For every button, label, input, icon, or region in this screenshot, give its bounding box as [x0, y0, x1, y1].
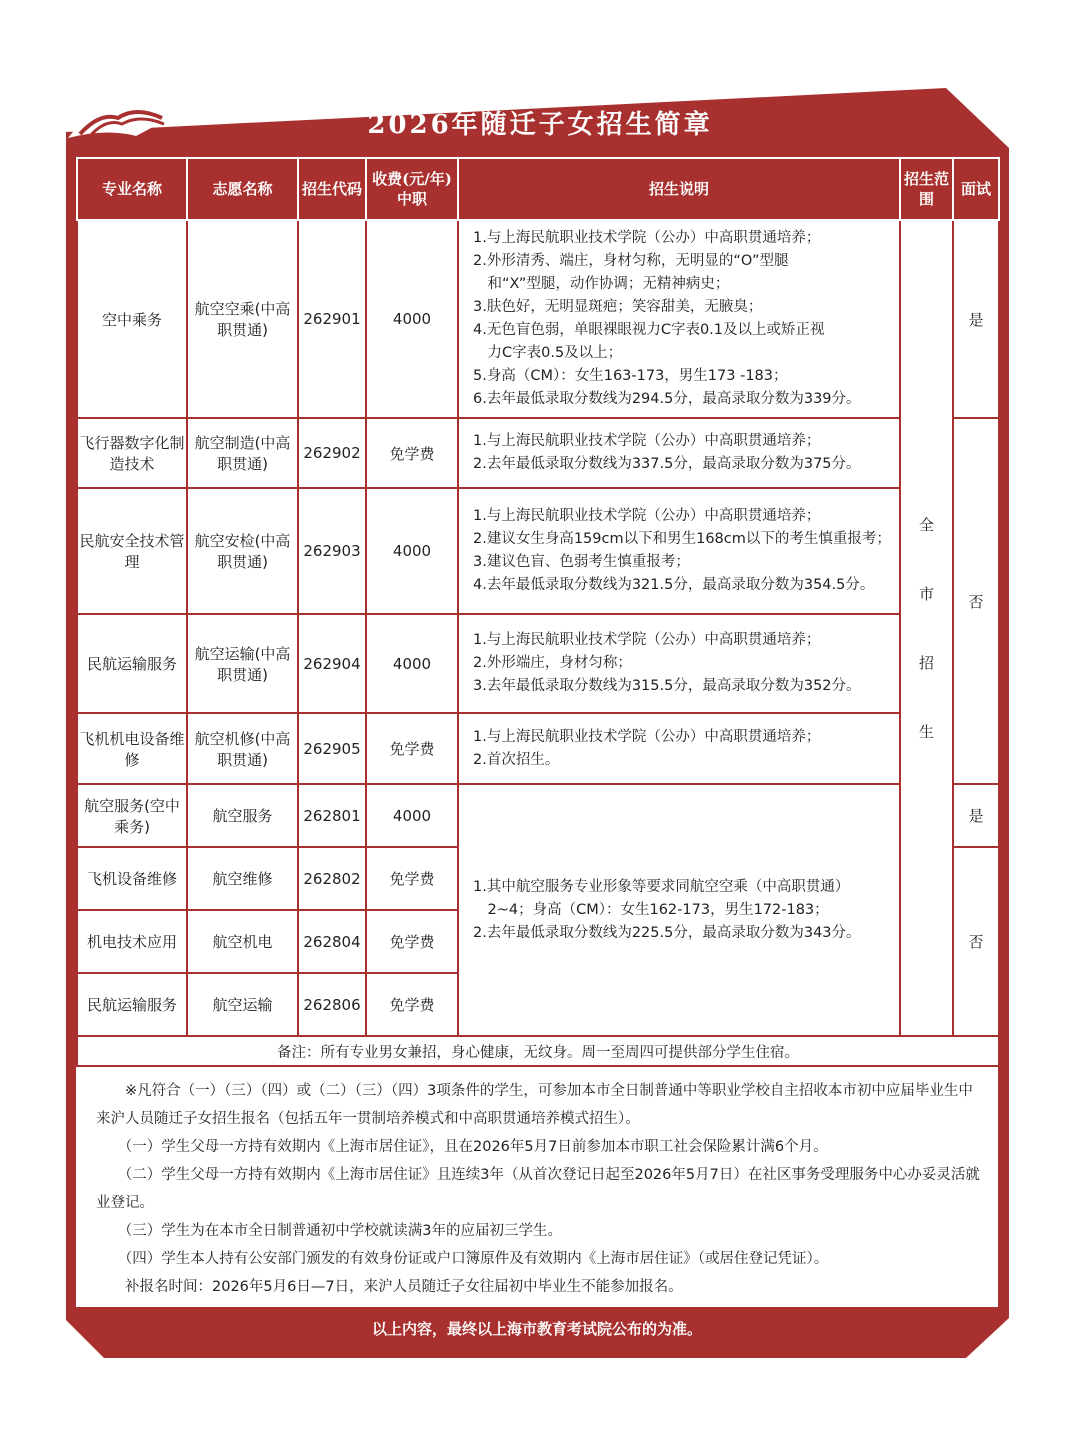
cell-scope: 全 市 招 生 — [900, 220, 953, 1036]
footer-note: 以上内容，最终以上海市教育考试院公布的为准。 — [371, 1320, 702, 1338]
header-scope: 招生范围 — [900, 158, 953, 220]
cell-major: 空中乘务 — [77, 220, 187, 418]
cell-desc: 1.与上海民航职业技术学院（公办）中高职贯通培养； 2.建议女生身高159cm以下和男生168cm以下的考生慎重报考； 3.建议色盲、色弱考生慎重报考； 4.去年最低录取分数线为321.5分，最高录取分数为354.5分。 — [458, 488, 900, 614]
cell-major: 民航安全技术管理 — [77, 488, 187, 614]
logo-icon — [66, 88, 176, 148]
cell-code: 262804 — [298, 910, 366, 973]
rule-paragraph: （三）学生为在本市全日制普通初中学校就读满3年的应届初三学生。 — [96, 1223, 562, 1239]
header-program: 志愿名称 — [187, 158, 298, 220]
cell-interview: 是 — [953, 784, 999, 847]
rule-paragraph: ※凡符合（一）（三）（四）或（二）（三）（四）3项条件的学生，可参加本市全日制普通中等职业学校自主招收本市初中应届毕业生中来沪人员随迁子女招生报名（包括五年一贯制培养模式和中高职贯通培养模式招生）。 — [96, 1083, 973, 1127]
cell-fee: 免学费 — [366, 910, 458, 973]
cell-code: 262903 — [298, 488, 366, 614]
admission-table — [76, 157, 1000, 1067]
rule-paragraph: （二）学生父母一方持有效期内《上海市居住证》且连续3年（从首次登记日起至2026年5月7日）在社区事务受理服务中心办妥灵活就业登记。 — [96, 1167, 980, 1211]
cell-code: 262801 — [298, 784, 366, 847]
cell-desc: 1.与上海民航职业技术学院（公办）中高职贯通培养； 2.外形端庄，身材匀称； 3.去年最低录取分数线为315.5分，最高录取分数为352分。 — [458, 614, 900, 713]
cell-program: 航空空乘(中高职贯通) — [187, 220, 298, 418]
cell-code: 262806 — [298, 973, 366, 1036]
eligibility-rules — [96, 1077, 981, 1301]
table-row — [77, 418, 999, 488]
cell-fee: 免学费 — [366, 418, 458, 488]
cell-major: 航空服务(空中乘务) — [77, 784, 187, 847]
header-code: 招生代码 — [298, 158, 366, 220]
rule-paragraph: （四）学生本人持有公安部门颁发的有效身份证或户口簿原件及有效期内《上海市居住证》（或居住登记凭证）。 — [96, 1251, 829, 1267]
cell-program: 航空机电 — [187, 910, 298, 973]
table-row — [77, 784, 999, 847]
table-row — [77, 713, 999, 784]
cell-program: 航空制造(中高职贯通) — [187, 418, 298, 488]
rule-paragraph: 补报名时间：2026年5月6日—7日，来沪人员随迁子女往届初中毕业生不能参加报名。 — [96, 1279, 683, 1295]
table-row — [77, 488, 999, 614]
cell-fee: 免学费 — [366, 713, 458, 784]
note-row — [77, 1036, 999, 1066]
cell-major: 机电技术应用 — [77, 910, 187, 973]
cell-desc: 1.与上海民航职业技术学院（公办）中高职贯通培养； 2.首次招生。 — [458, 713, 900, 784]
cell-code: 262902 — [298, 418, 366, 488]
table-row — [77, 614, 999, 713]
cell-fee: 免学费 — [366, 847, 458, 910]
cell-interview: 否 — [953, 418, 999, 784]
cell-code: 262904 — [298, 614, 366, 713]
cell-desc-shared: 1.其中航空服务专业形象等要求同航空空乘（中高职贯通） 2~4；身高（CM）：女生162-173，男生172-183； 2.去年最低录取分数线为225.5分，最高录取分数为343分。 — [458, 784, 900, 1036]
cell-desc: 1.与上海民航职业技术学院（公办）中高职贯通培养； 2.外形清秀、端庄，身材匀称，无明显的“O”型腿 和“X”型腿，动作协调；无精神病史； 3.肤色好，无明显斑疤；笑容甜美，无腋臭； 4.无色盲色弱，单眼裸眼视力C字表0.1及以上或矫正视 力C字表0.5及以上； 5.身高（CM）：女生163-173，男生173 -183； 6.去年最低录取分数线为294.5分，最高录取分数为339分。 — [458, 220, 900, 418]
cell-code: 262901 — [298, 220, 366, 418]
table-header-row — [77, 158, 999, 220]
cell-major: 民航运输服务 — [77, 614, 187, 713]
cell-interview: 否 — [953, 847, 999, 1036]
cell-major: 民航运输服务 — [77, 973, 187, 1036]
cell-fee: 4000 — [366, 614, 458, 713]
cell-code: 262905 — [298, 713, 366, 784]
note-text: 备注：所有专业男女兼招，身心健康，无纹身。周一至周四可提供部分学生住宿。 — [77, 1036, 999, 1066]
header-major: 专业名称 — [77, 158, 187, 220]
cell-fee: 4000 — [366, 784, 458, 847]
cell-program: 航空运输 — [187, 973, 298, 1036]
cell-program: 航空机修(中高职贯通) — [187, 713, 298, 784]
page-title: 2026年随迁子女招生简章 — [367, 110, 713, 140]
cell-interview: 是 — [953, 220, 999, 418]
table-row — [77, 220, 999, 418]
cell-fee: 免学费 — [366, 973, 458, 1036]
header-desc: 招生说明 — [458, 158, 900, 220]
cell-code: 262802 — [298, 847, 366, 910]
header-fee: 收费(元/年)中职 — [366, 158, 458, 220]
cell-major: 飞行器数字化制造技术 — [77, 418, 187, 488]
cell-major: 飞机机电设备维修 — [77, 713, 187, 784]
cell-major: 飞机设备维修 — [77, 847, 187, 910]
cell-fee: 4000 — [366, 220, 458, 418]
cell-fee: 4000 — [366, 488, 458, 614]
cell-program: 航空服务 — [187, 784, 298, 847]
cell-program: 航空安检(中高职贯通) — [187, 488, 298, 614]
rule-paragraph: （一）学生父母一方持有效期内《上海市居住证》，且在2026年5月7日前参加本市职工社会保险累计满6个月。 — [96, 1139, 828, 1155]
header-interview: 面试 — [953, 158, 999, 220]
cell-desc: 1.与上海民航职业技术学院（公办）中高职贯通培养； 2.去年最低录取分数线为337.5分，最高录取分数为375分。 — [458, 418, 900, 488]
cell-program: 航空维修 — [187, 847, 298, 910]
cell-program: 航空运输(中高职贯通) — [187, 614, 298, 713]
